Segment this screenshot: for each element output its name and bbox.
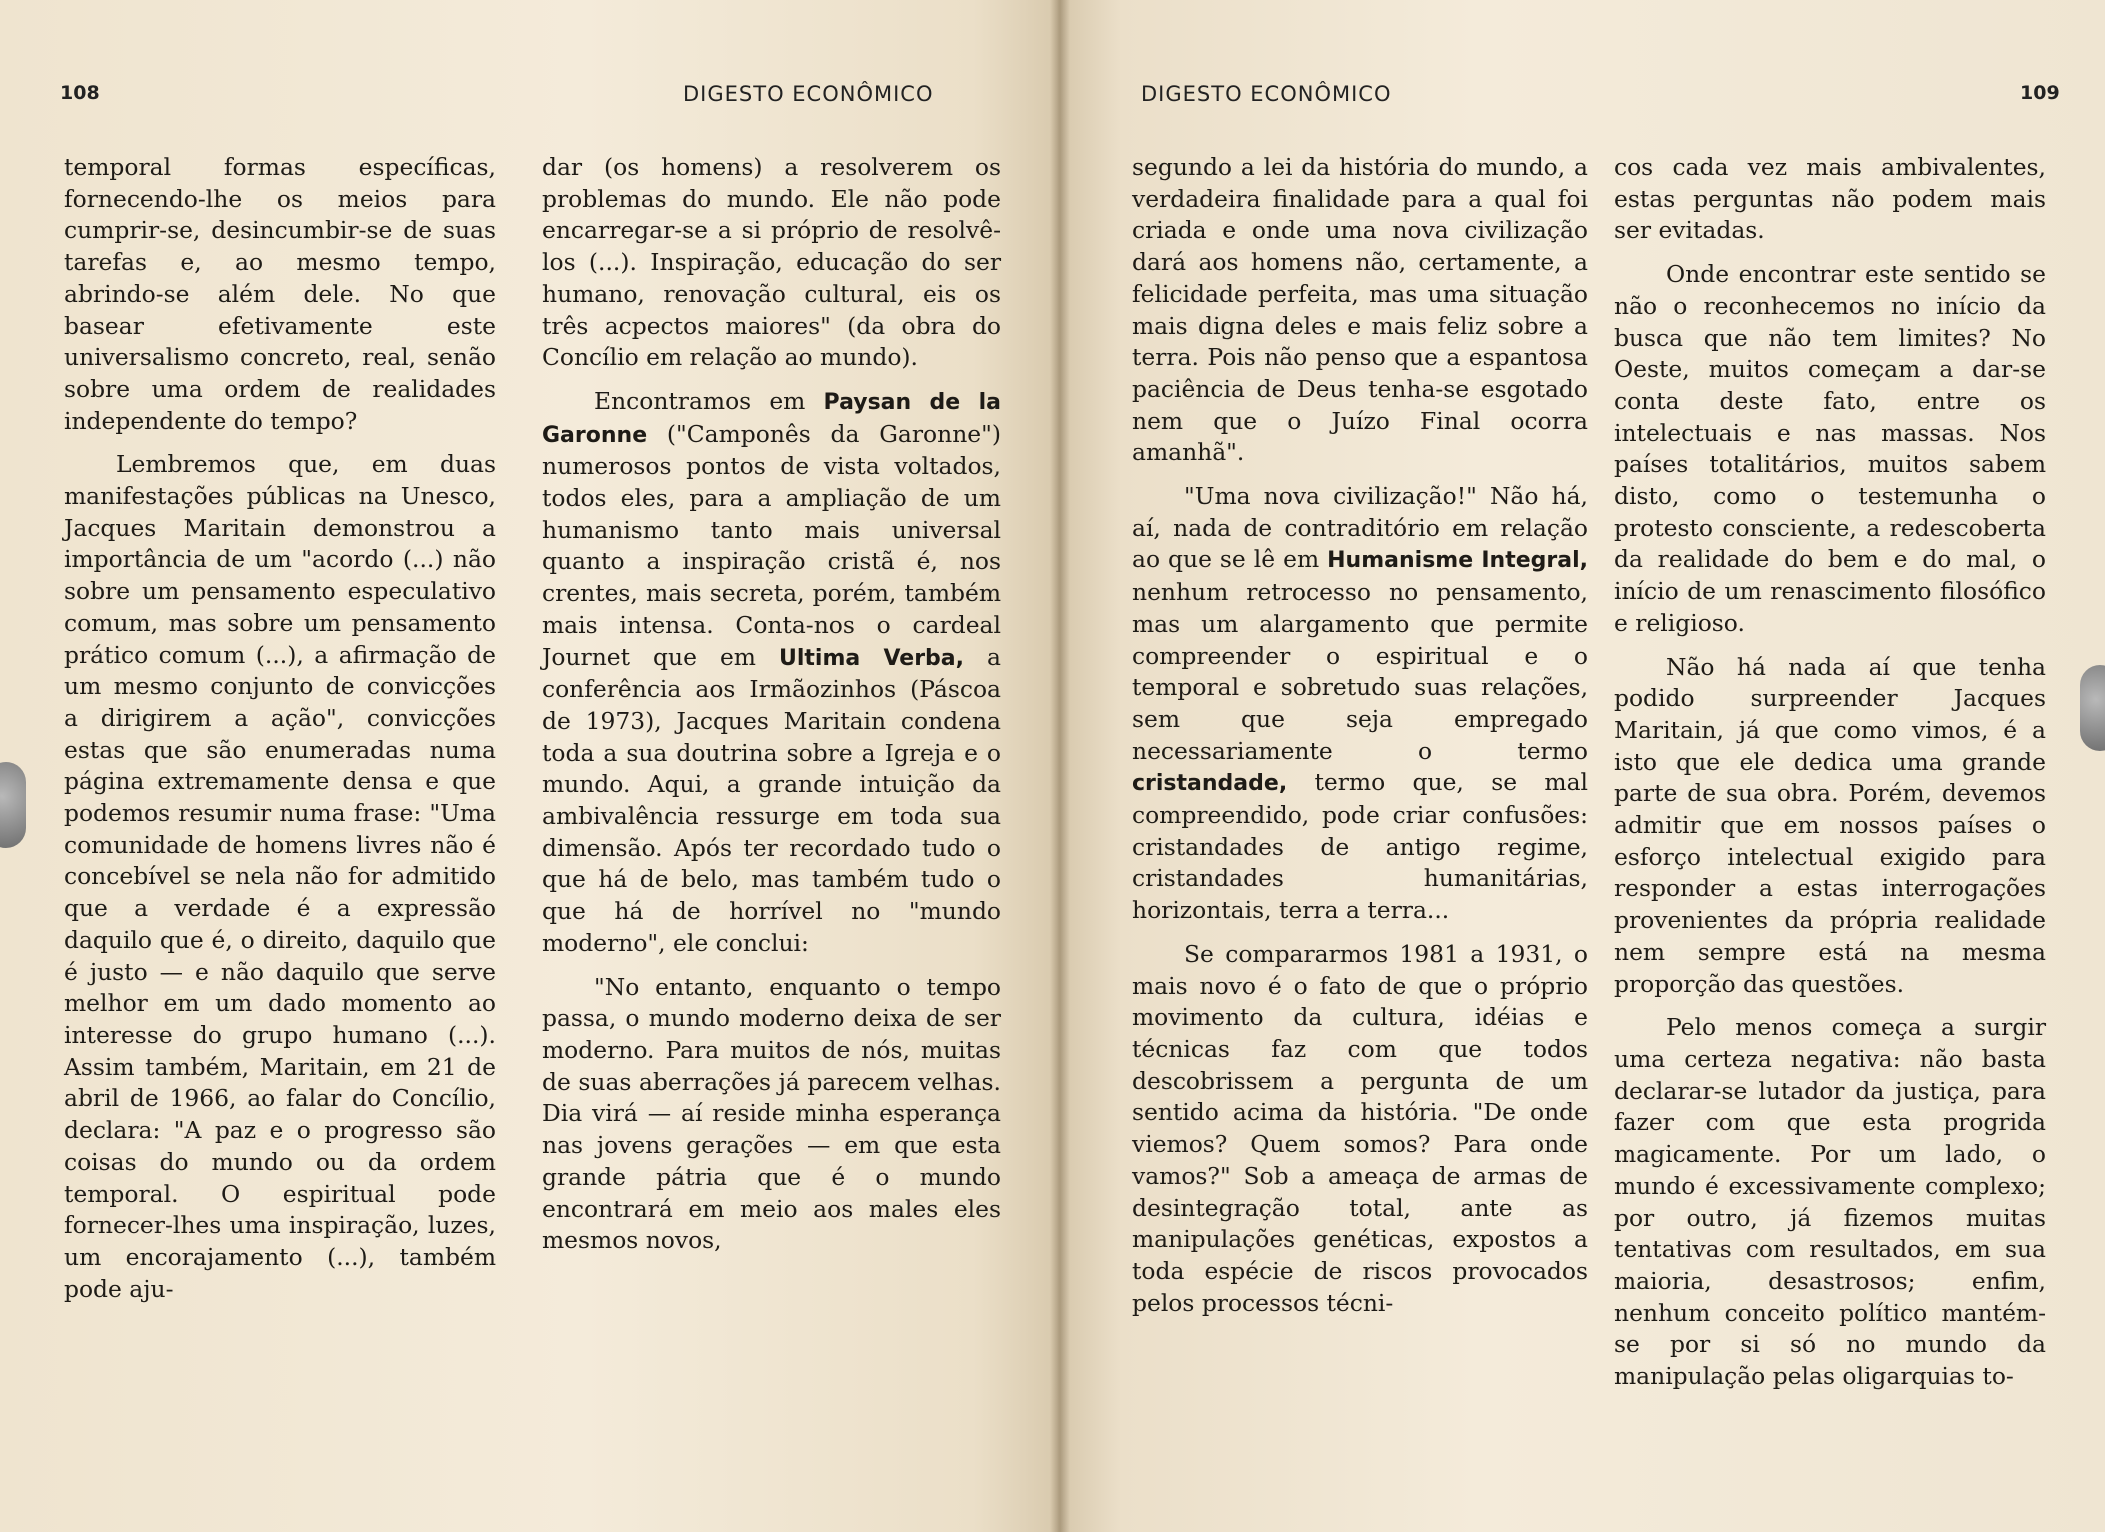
page-number-right: 109 [2020,82,2060,104]
paragraph: Não há nada aí que tenha podido surpreender Jacques Maritain, já que como vimos, é a isto que ele dedica uma grande parte de sua obra. Porém, devemos admitir que em nossos países o esforço intelectual exigido para responder a estas interrogações provenientes da própria realidade nem sempre está na mesma proporção das questões. [1614,652,2046,998]
text-run: Encontramos em [594,386,824,415]
paragraph: temporal formas específicas, fornecendo-lhe os meios para cumprir-se, desincumbir-se de suas tarefas e, ao mesmo tempo, abrindo-se além dele. No que basear efetivamente este universalismo concreto, real, senão sobre uma ordem de realidades independente do tempo? [64,153,496,435]
text-run: "Uma nova civilização!" Não há, aí, nada de contraditório em relação ao que se lê em [1132,482,1588,574]
paragraph: Pelo menos começa a surgir uma certeza negativa: não basta declarar-se lutador da justiça, para fazer com que esta progrida magicamente. Por um lado, o mundo é excessivamente complexo; por outro, já fizemos muitas tentativas com resultados, em sua maioria, desastrosos; enfim, nenhum conceito político mantém-se por si só no mundo da manipulação pelas oligarquias to- [1614,1013,2046,1391]
book-title-humanisme: Humanisme Integral, [1327,548,1588,574]
paragraph: "No entanto, enquanto o tempo passa, o mundo moderno deixa de ser moderno. Para muitos de nós, muitas de suas aberrações já parecem velhas. Dia virá — aí reside minha esperança nas jovens gerações — em que esta grande pátria que é o mundo encontrará em meio aos males eles mesmos novos, [542,972,1001,1255]
paragraph: Onde encontrar este sentido se não o reconhecemos no início da busca que não tem limites? No Oeste, muitos começam a dar-se conta deste fato, entre os intelectuais e nas massas. Nos países totalitários, muitos sabem disto, como o testemunha o protesto consciente, a redescoberta da realidade do bem e do mal, o início de um renascimento filosófico e religioso. [1614,260,2046,637]
clip-tab-right [2080,665,2105,751]
paragraph [542,386,1001,960]
left-page-column-2 [542,152,1001,1269]
left-page-column-1 [64,152,496,1317]
paragraph: Lembremos que, em duas manifestações públicas na Unesco, Jacques Maritain demonstrou a importância de um "acordo (...) não sobre um pensamento especulativo comum, mas sobre um pensamento prático comum (...), a afirmação de um mesmo conjunto de convicções a dirigirem a ação", convicções estas que são enumeradas numa página extremamente densa e que podemos resumir numa frase: "Uma comunidade de homens livres não é concebível se nela não for admitido que a verdade é a expressão daquilo que é, o direito, daquilo que é justo — e não daquilo que serve melhor em um dado momento ao interesse do grupo humano (...). Assim também, Maritain, em 21 de abril de 1966, ao falar do Concílio, declara: "A paz e o progresso são coisas do mundo ou da ordem temporal. O espiritual pode fornecer-lhes uma inspiração, luzes, um encorajamento (...), também pode aju- [64,450,496,1303]
book-title-ultima-verba: Ultima Verba, [778,645,965,671]
book-title-paysan: Paysan de la Garonne [542,389,1001,448]
paragraph: segundo a lei da história do mundo, a verdadeira finalidade para a qual foi criada e onde uma nova civilização dará aos homens não, certamente, a felicidade perfeita, mas uma situação mais digna deles e mais feliz sobre a terra. Pois não penso que a espantosa paciência de Deus tenha-se esgotado nem que o Juízo Final ocorra amanhã". [1132,153,1588,467]
paragraph [1132,481,1588,927]
text-run: a conferência aos Irmãozinhos (Páscoa de 1973), Jacques Maritain condena toda a sua doutrina sobre a Igreja e o mundo. Aqui, a grande intuição da ambivalência ressurge em toda sua dimensão. Após ter recordado tudo o que há de belo, mas também tudo o que há de horrível no "mundo moderno", ele conclui: [542,642,1001,957]
clip-tab-left [0,762,26,848]
running-head-left: DIGESTO ECONÔMICO [683,82,934,106]
book-gutter [1050,0,1070,1532]
text-run: nenhum retrocesso no pensamento, mas um alargamento que permite compreender o espiritual e o temporal e sobretudo suas relações, sem que seja empregado necessariamente o termo [1132,578,1588,765]
paragraph: cos cada vez mais ambivalentes, estas perguntas não podem mais ser evitadas. [1614,153,2046,245]
right-page-column-1 [1132,152,1588,1331]
running-head-right: DIGESTO ECONÔMICO [1141,82,1392,106]
paragraph: Se compararmos 1981 a 1931, o mais novo é o fato de que o próprio movimento da cultura, idéias e técnicas faz com que todos descobrissem a pergunta de um sentido acima da história. "De onde viemos? Quem somos? Para onde vamos?" Sob a ameaça de armas de desintegração total, ante as manipulações genéticas, expostos a toda espécie de riscos provocados pelos processos técni- [1132,939,1588,1317]
text-run: ("Camponês da Garonne") numerosos pontos de vista voltados, todos eles, para a ampliação de um humanismo tanto mais universal quanto a inspiração cristã é, nos crentes, mais secreta, porém, também mais intensa. Conta-nos o cardeal Journet que em [542,419,1001,671]
term-cristandade: cristandade, [1132,771,1288,797]
text-run: termo que, se mal compreendido, pode criar confusões: cristandades de antigo regime, cristandades humanitárias, horizontais, terra a terra... [1132,768,1588,925]
paragraph: dar (os homens) a resolverem os problemas do mundo. Ele não pode encarregar-se a si próprio de resolvê-los (...). Inspiração, educação do ser humano, renovação cultural, eis os três acpectos maiores" (da obra do Concílio em relação ao mundo). [542,153,1001,372]
right-page [1058,0,2105,1532]
page-number-left: 108 [60,82,100,104]
right-page-column-2 [1614,152,2046,1405]
